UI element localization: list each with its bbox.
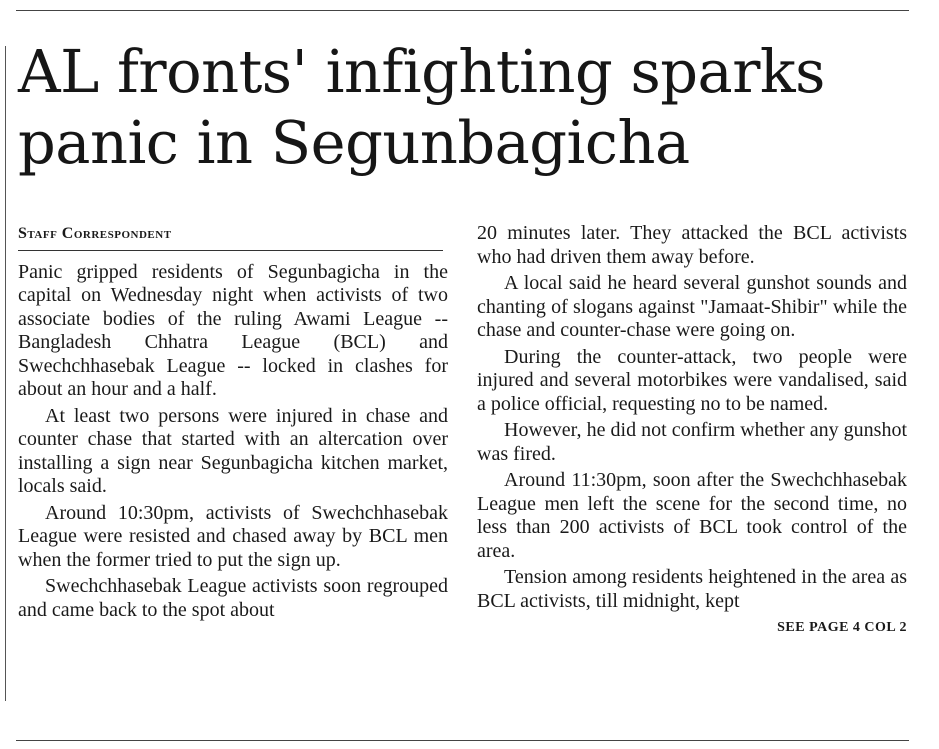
paragraph: Swechchhasebak League activists soon regrouped and came back to the spot about — [18, 575, 448, 621]
byline: Staff Correspondent — [18, 222, 443, 251]
paragraph: 20 minutes later. They attacked the BCL activists who had driven them away before. — [477, 222, 907, 268]
paragraph: However, he did not confirm whether any gunshot was fired. — [477, 419, 907, 465]
article-column-left — [18, 222, 448, 625]
paragraph: At least two persons were injured in chase and counter chase that started with an altercation over installing a sign near Segunbagicha kitchen market, locals said. — [18, 404, 448, 497]
bottom-rule — [16, 740, 909, 741]
top-rule — [16, 10, 909, 11]
paragraph: Around 11:30pm, soon after the Swechchhasebak League men left the scene for the second time, no less than 200 activists of BCL took control of the area. — [477, 469, 907, 562]
left-rule — [5, 46, 6, 701]
paragraph: Tension among residents heightened in the area as BCL activists, till midnight, kept — [477, 566, 907, 612]
paragraph: During the counter-attack, two people were injured and several motorbikes were vandalised, said a police official, requesting no to be named. — [477, 345, 907, 415]
continuation-note: SEE PAGE 4 COL 2 — [777, 620, 907, 635]
headline: AL fronts' infighting sparks panic in Segunbagicha — [18, 37, 825, 177]
paragraph: A local said he heard several gunshot sounds and chanting of slogans against "Jamaat-Shibir" while the chase and counter-chase were going on. — [477, 272, 907, 341]
paragraph: Around 10:30pm, activists of Swechchhasebak League were resisted and chased away by BCL men when the former tried to put the sign up. — [18, 501, 448, 571]
article-column-right — [477, 222, 907, 640]
paragraph: Panic gripped residents of Segunbagicha in the capital on Wednesday night when activists of two associate bodies of the ruling Awami League -- Bangladesh Chhatra League (BCL) and Swechchhasebak League -- locked in clashes for about an hour and a half. — [18, 260, 448, 400]
